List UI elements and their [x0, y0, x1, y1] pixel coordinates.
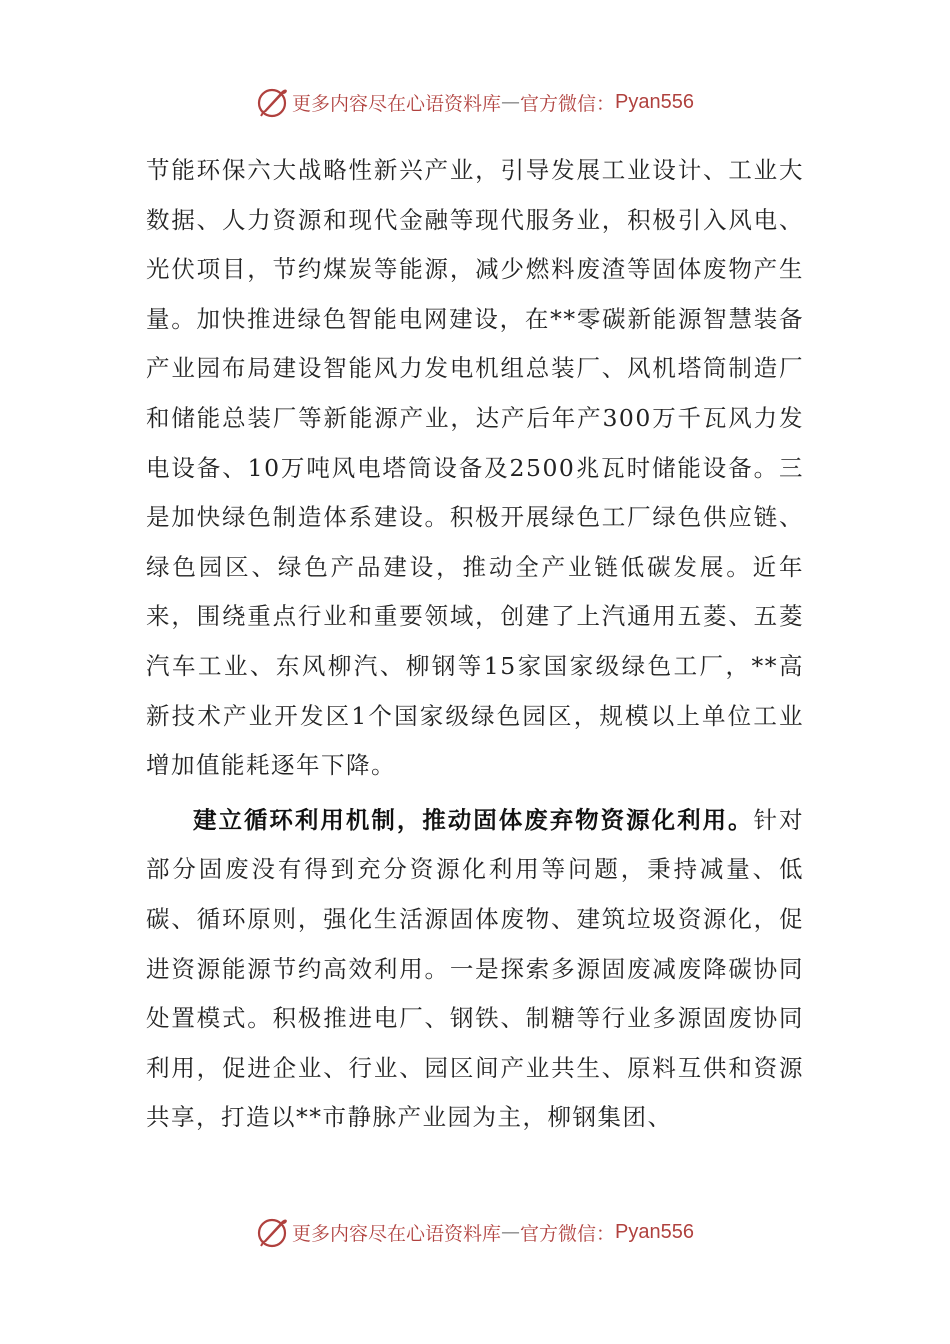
document-body	[146, 146, 804, 1143]
footer-watermark-banner	[0, 1214, 950, 1250]
banner-wechat-id: Pyan556	[615, 1220, 694, 1243]
banner-wechat-label: 官方微信：	[520, 92, 616, 115]
banner-text: 更多内容尽在心语资料库	[292, 1222, 502, 1245]
banner-wechat-label: 官方微信：	[520, 1222, 616, 1245]
banner-text: 更多内容尽在心语资料库	[292, 92, 502, 115]
paragraph-continued: 节能环保六大战略性新兴产业，引导发展工业设计、工业大数据、人力资源和现代金融等现代服务业，积极引入风电、光伏项目，节约煤炭等能源，减少燃料废渣等固体废物产生量。加快推进绿色智能电网建设，在**零碳新能源智慧装备产业园布局建设智能风力发电机组总装厂、风机塔筒制造厂和储能总装厂等新能源产业，达产后年产300万千瓦风力发电设备、10万吨风电塔筒设备及2500兆瓦时储能设备。三是加快绿色制造体系建设。积极开展绿色工厂绿色供应链、绿色园区、绿色产品建设，推动全产业链低碳发展。近年来，围绕重点行业和重要领域，创建了上汽通用五菱、五菱汽车工业、东风柳汽、柳钢等15家国家级绿色工厂，**高新技术产业开发区1个国家级绿色园区，规模以上单位工业增加值能耗逐年下降。	[146, 156, 804, 780]
paragraph-recycling	[146, 796, 804, 1143]
quill-pen-logo-icon	[256, 85, 290, 119]
banner-separator: —	[501, 91, 521, 113]
banner-separator: —	[501, 1221, 521, 1243]
quill-pen-logo-icon	[256, 1215, 290, 1249]
banner-wechat-id: Pyan556	[615, 90, 694, 113]
paragraph-heading: 建立循环利用机制，推动固体废弃物资源化利用。	[193, 805, 754, 834]
header-watermark-banner	[0, 84, 950, 120]
paragraph-body: 针对部分固废没有得到充分资源化利用等问题，秉持减量、低碳、循环原则，强化生活源固体废物、建筑垃圾资源化，促进资源能源节约高效利用。一是探索多源固废减废降碳协同处置模式。积极推进电厂、钢铁、制糖等行业多源固废协同利用，促进企业、行业、园区间产业共生、原料互供和资源共享，打造以**市静脉产业园为主，柳钢集团、	[146, 805, 805, 1132]
